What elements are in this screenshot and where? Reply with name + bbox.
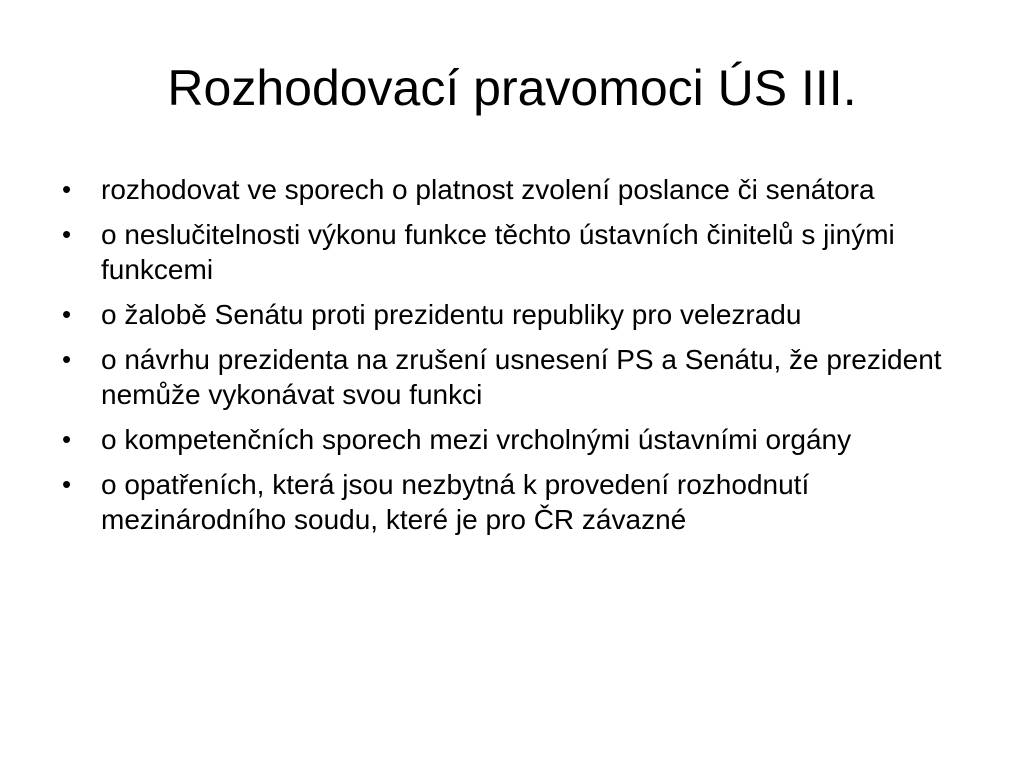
bullet-item [62,467,962,537]
bullet-item [62,297,962,332]
bullet-list [62,172,962,547]
bullet-dot-icon: • [62,299,72,329]
slide-title: Rozhodovací pravomoci ÚS III. [167,60,857,116]
bullet-text: o neslučitelnosti výkonu funkce těchto ústavních činitelů s jinými funkcemi [101,219,895,285]
bullet-dot-icon: • [62,219,72,249]
bullet-item [62,172,962,207]
bullet-text: o žalobě Senátu proti prezidentu republiky pro velezradu [101,299,802,330]
bullet-dot-icon: • [62,424,72,454]
bullet-text: rozhodovat ve sporech o platnost zvolení poslance či senátora [101,174,875,205]
bullet-item [62,342,962,412]
bullet-text: o opatřeních, která jsou nezbytná k provedení rozhodnutí mezinárodního soudu, které je pro ČR závazné [101,469,810,535]
bullet-item [62,217,962,287]
bullet-item [62,422,962,457]
bullet-text: o návrhu prezidenta na zrušení usnesení PS a Senátu, že prezident nemůže vykonávat svou funkci [101,344,942,410]
bullet-text: o kompetenčních sporech mezi vrcholnými ústavními orgány [101,424,852,455]
bullet-dot-icon: • [62,469,72,499]
bullet-dot-icon: • [62,174,72,204]
bullet-dot-icon: • [62,344,72,374]
